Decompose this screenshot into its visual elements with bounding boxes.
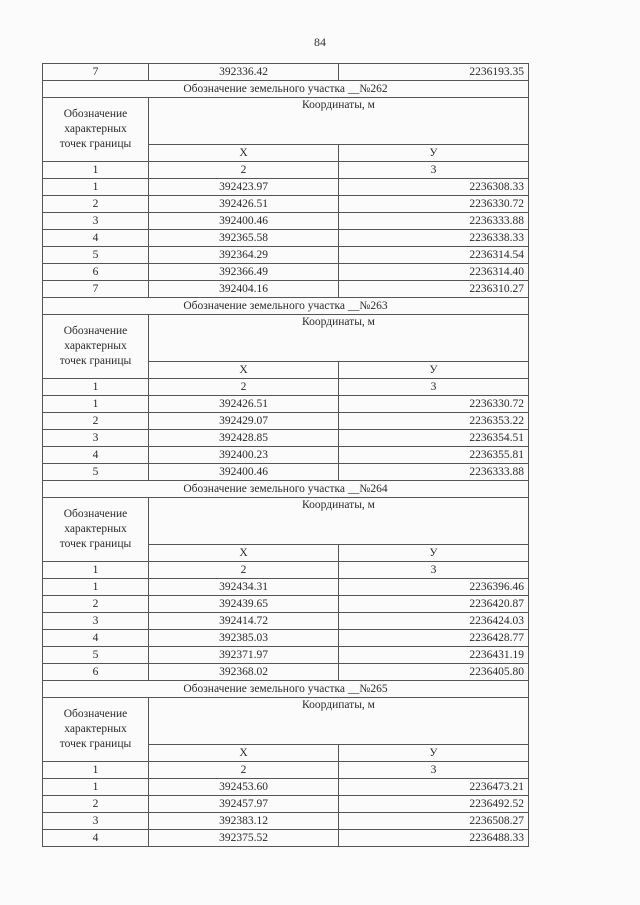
x-axis-header: Х bbox=[149, 545, 339, 562]
point-label-header bbox=[43, 98, 149, 162]
table-row bbox=[43, 179, 529, 196]
point-number-cell: 2 bbox=[43, 196, 149, 213]
table-row bbox=[43, 213, 529, 230]
x-coordinate-cell: 392368.02 bbox=[149, 664, 339, 681]
point-number-cell: 3 bbox=[43, 813, 149, 830]
x-coordinate-cell: 392400.23 bbox=[149, 447, 339, 464]
column-header-row bbox=[43, 698, 529, 745]
table-row bbox=[43, 281, 529, 298]
point-label-header bbox=[43, 698, 149, 762]
y-coordinate-cell: 2236330.72 bbox=[339, 196, 529, 213]
y-coordinate-cell: 2236355.81 bbox=[339, 447, 529, 464]
table-row bbox=[43, 230, 529, 247]
column-header-row bbox=[43, 98, 529, 145]
column-number-row bbox=[43, 162, 529, 179]
coordinates-header: Координаты, м bbox=[149, 98, 529, 145]
y-coordinate-cell: 2236333.88 bbox=[339, 213, 529, 230]
y-coordinate-cell: 2236314.40 bbox=[339, 264, 529, 281]
column-number: 3 bbox=[339, 379, 529, 396]
point-number-cell: 4 bbox=[43, 830, 149, 847]
point-number-cell: 3 bbox=[43, 430, 149, 447]
plot-title-row bbox=[43, 298, 529, 315]
x-coordinate-cell: 392404.16 bbox=[149, 281, 339, 298]
y-coordinate-cell: 2236508.27 bbox=[339, 813, 529, 830]
coordinates-header: Коордипаты, м bbox=[149, 698, 529, 745]
point-number-cell: 1 bbox=[43, 779, 149, 796]
column-number: 2 bbox=[149, 562, 339, 579]
point-number-cell: 7 bbox=[43, 64, 149, 81]
table-row bbox=[43, 413, 529, 430]
coordinates-table bbox=[42, 63, 529, 847]
point-label-line: характерных bbox=[64, 340, 127, 352]
x-coordinate-cell: 392336.42 bbox=[149, 64, 339, 81]
x-coordinate-cell: 392414.72 bbox=[149, 613, 339, 630]
y-axis-header: У bbox=[339, 362, 529, 379]
column-number-row bbox=[43, 762, 529, 779]
point-number-cell: 4 bbox=[43, 630, 149, 647]
x-axis-header: Х bbox=[149, 145, 339, 162]
point-label-line: Обозначение bbox=[63, 508, 128, 520]
y-coordinate-cell: 2236310.27 bbox=[339, 281, 529, 298]
y-coordinate-cell: 2236330.72 bbox=[339, 396, 529, 413]
table-row bbox=[43, 264, 529, 281]
y-coordinate-cell: 2236473.21 bbox=[339, 779, 529, 796]
column-number: 3 bbox=[339, 562, 529, 579]
y-coordinate-cell: 2236428.77 bbox=[339, 630, 529, 647]
x-coordinate-cell: 392426.51 bbox=[149, 396, 339, 413]
point-number-cell: 5 bbox=[43, 647, 149, 664]
x-coordinate-cell: 392383.12 bbox=[149, 813, 339, 830]
plot-title-row bbox=[43, 681, 529, 698]
x-coordinate-cell: 392429.07 bbox=[149, 413, 339, 430]
table-row bbox=[43, 196, 529, 213]
point-number-cell: 2 bbox=[43, 413, 149, 430]
point-number-cell: 6 bbox=[43, 664, 149, 681]
y-coordinate-cell: 2236424.03 bbox=[339, 613, 529, 630]
x-coordinate-cell: 392400.46 bbox=[149, 464, 339, 481]
x-coordinate-cell: 392428.85 bbox=[149, 430, 339, 447]
column-number: 1 bbox=[43, 762, 149, 779]
column-number: 2 bbox=[149, 162, 339, 179]
table-row bbox=[43, 813, 529, 830]
point-label-line: точек границы bbox=[59, 355, 132, 367]
x-coordinate-cell: 392375.52 bbox=[149, 830, 339, 847]
column-number: 1 bbox=[43, 162, 149, 179]
point-label-header bbox=[43, 498, 149, 562]
column-number: 1 bbox=[43, 379, 149, 396]
plot-title-row bbox=[43, 481, 529, 498]
table-row bbox=[43, 464, 529, 481]
point-number-cell: 7 bbox=[43, 281, 149, 298]
point-number-cell: 2 bbox=[43, 596, 149, 613]
plot-title: Обозначение земельного участка __№265 bbox=[43, 681, 529, 698]
x-coordinate-cell: 392457.97 bbox=[149, 796, 339, 813]
column-number: 3 bbox=[339, 162, 529, 179]
coordinates-table-body bbox=[43, 64, 529, 847]
table-row bbox=[43, 396, 529, 413]
point-number-cell: 1 bbox=[43, 579, 149, 596]
x-coordinate-cell: 392439.65 bbox=[149, 596, 339, 613]
point-number-cell: 3 bbox=[43, 213, 149, 230]
x-coordinate-cell: 392364.29 bbox=[149, 247, 339, 264]
x-coordinate-cell: 392365.58 bbox=[149, 230, 339, 247]
column-number: 3 bbox=[339, 762, 529, 779]
point-number-cell: 1 bbox=[43, 179, 149, 196]
column-number-row bbox=[43, 562, 529, 579]
x-coordinate-cell: 392453.60 bbox=[149, 779, 339, 796]
table-row bbox=[43, 430, 529, 447]
x-coordinate-cell: 392423.97 bbox=[149, 179, 339, 196]
table-row bbox=[43, 596, 529, 613]
x-coordinate-cell: 392434.31 bbox=[149, 579, 339, 596]
table-row bbox=[43, 579, 529, 596]
y-coordinate-cell: 2236396.46 bbox=[339, 579, 529, 596]
point-label-line: точек границы bbox=[59, 538, 132, 550]
table-row bbox=[43, 796, 529, 813]
point-number-cell: 5 bbox=[43, 247, 149, 264]
point-label-header bbox=[43, 315, 149, 379]
page-number: 84 bbox=[314, 35, 326, 49]
x-coordinate-cell: 392371.97 bbox=[149, 647, 339, 664]
column-header-row bbox=[43, 498, 529, 545]
point-number-cell: 4 bbox=[43, 230, 149, 247]
y-coordinate-cell: 2236420.87 bbox=[339, 596, 529, 613]
table-row bbox=[43, 247, 529, 264]
point-label-line: характерных bbox=[64, 123, 127, 135]
point-label-line: Обозначение bbox=[63, 108, 128, 120]
coordinates-header: Координаты, м bbox=[149, 315, 529, 362]
point-number-cell: 3 bbox=[43, 613, 149, 630]
y-axis-header: У bbox=[339, 745, 529, 762]
column-number: 2 bbox=[149, 762, 339, 779]
column-header-row bbox=[43, 315, 529, 362]
y-coordinate-cell: 2236193.35 bbox=[339, 64, 529, 81]
plot-title: Обозначение земельного участка __№264 bbox=[43, 481, 529, 498]
x-axis-header: Х bbox=[149, 362, 339, 379]
y-coordinate-cell: 2236354.51 bbox=[339, 430, 529, 447]
point-number-cell: 1 bbox=[43, 396, 149, 413]
y-coordinate-cell: 2236308.33 bbox=[339, 179, 529, 196]
point-label-line: Обозначение bbox=[63, 708, 128, 720]
point-number-cell: 4 bbox=[43, 447, 149, 464]
x-coordinate-cell: 392400.46 bbox=[149, 213, 339, 230]
y-axis-header: У bbox=[339, 145, 529, 162]
table-row bbox=[43, 647, 529, 664]
point-label-line: точек границы bbox=[59, 738, 132, 750]
y-coordinate-cell: 2236314.54 bbox=[339, 247, 529, 264]
point-number-cell: 2 bbox=[43, 796, 149, 813]
table-row bbox=[43, 630, 529, 647]
table-row bbox=[43, 64, 529, 81]
x-coordinate-cell: 392426.51 bbox=[149, 196, 339, 213]
point-label-line: характерных bbox=[64, 723, 127, 735]
y-coordinate-cell: 2236353.22 bbox=[339, 413, 529, 430]
point-number-cell: 6 bbox=[43, 264, 149, 281]
table-row bbox=[43, 664, 529, 681]
y-coordinate-cell: 2236431.19 bbox=[339, 647, 529, 664]
coordinates-header: Координаты, м bbox=[149, 498, 529, 545]
column-number: 1 bbox=[43, 562, 149, 579]
y-coordinate-cell: 2236488.33 bbox=[339, 830, 529, 847]
table-row bbox=[43, 613, 529, 630]
table-row bbox=[43, 830, 529, 847]
point-label-line: Обозначение bbox=[63, 325, 128, 337]
plot-title-row bbox=[43, 81, 529, 98]
y-axis-header: У bbox=[339, 545, 529, 562]
point-label-line: точек границы bbox=[59, 138, 132, 150]
table-row bbox=[43, 447, 529, 464]
plot-title: Обозначение земельного участка __№263 bbox=[43, 298, 529, 315]
table-row bbox=[43, 779, 529, 796]
x-coordinate-cell: 392385.03 bbox=[149, 630, 339, 647]
y-coordinate-cell: 2236338.33 bbox=[339, 230, 529, 247]
x-axis-header: Х bbox=[149, 745, 339, 762]
point-number-cell: 5 bbox=[43, 464, 149, 481]
x-coordinate-cell: 392366.49 bbox=[149, 264, 339, 281]
point-label-line: характерных bbox=[64, 523, 127, 535]
column-number-row bbox=[43, 379, 529, 396]
y-coordinate-cell: 2236492.52 bbox=[339, 796, 529, 813]
column-number: 2 bbox=[149, 379, 339, 396]
plot-title: Обозначение земельного участка __№262 bbox=[43, 81, 529, 98]
y-coordinate-cell: 2236405.80 bbox=[339, 664, 529, 681]
y-coordinate-cell: 2236333.88 bbox=[339, 464, 529, 481]
